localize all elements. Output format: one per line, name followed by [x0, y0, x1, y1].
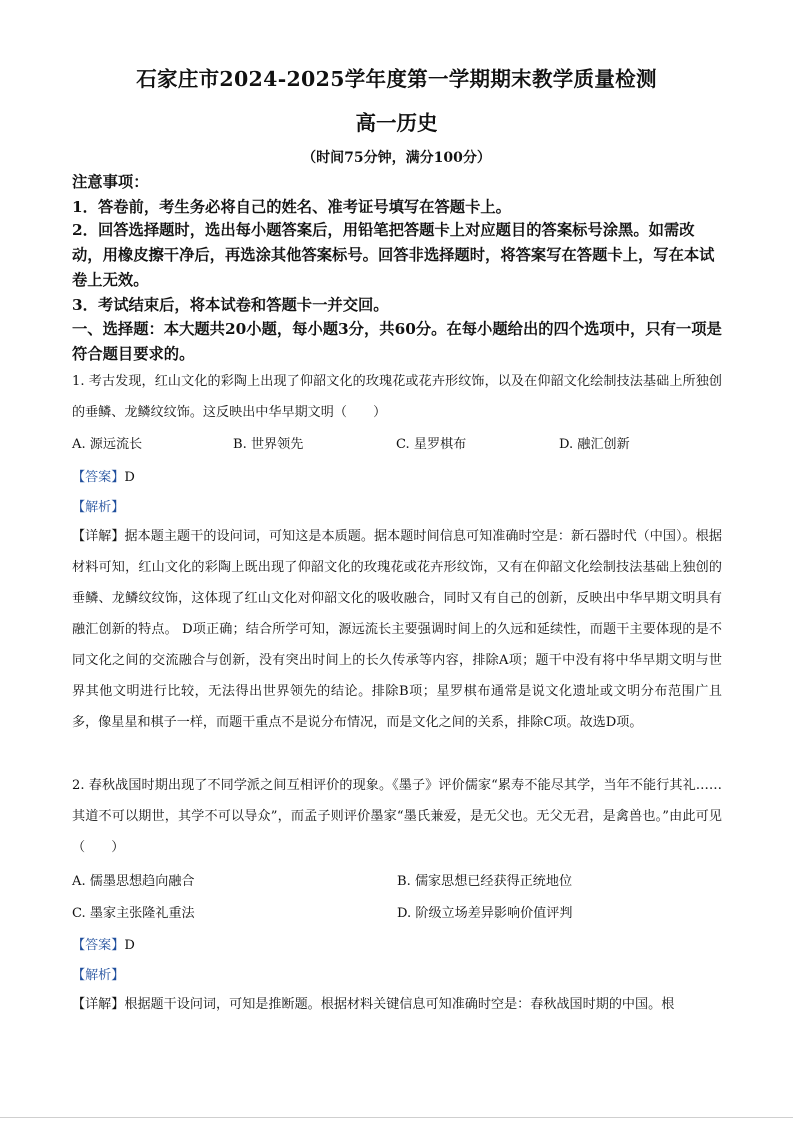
- q2-option-d: D. 阶级立场差异影响价值评判: [397, 906, 573, 921]
- notice-item-1: 1．答卷前，考生务必将自己的姓名、准考证号填写在答题卡上。: [72, 198, 511, 216]
- answer-value: D: [124, 470, 135, 485]
- q1-option-c: C. 星罗棋布: [396, 437, 467, 452]
- notice-heading: 注意事项：: [72, 173, 149, 191]
- page-bottom-divider: [0, 1117, 793, 1118]
- q2-answer: [72, 934, 135, 953]
- exam-title: 石家庄市2024-2025学年度第一学期期末教学质量检测: [136, 67, 657, 91]
- q1-answer: [72, 466, 135, 485]
- section-heading: 一、选择题：本大题共20小题，每小题3分，共60分。在每小题给出的四个选项中，只有一项是符合题目要求的。: [72, 320, 722, 363]
- question-2-stem: 2. 春秋战国时期出现了不同学派之间互相评价的现象。《墨子》评价儒家“累寿不能尽其学，当年不能行其礼……其道不可以期世，其学不可以导众”，而孟子则评价墨家“墨氏兼爱，是无父也。无父无君，是禽兽也。”由此可见（ ）: [72, 778, 722, 855]
- notice-item-2: 2．回答选择题时，选出每小题答案后，用铅笔把答题卡上对应题目的答案标号涂黑。如需改动，用橡皮擦干净后，再选涂其他答案标号。回答非选择题时，将答案写在答题卡上，写在本试卷上无效。: [72, 221, 715, 289]
- notice-item-3: 3．考试结束后，将本试卷和答题卡一并交回。: [72, 296, 389, 314]
- q1-option-b: B. 世界领先: [233, 437, 304, 452]
- q1-analysis-tag: 【解析】: [72, 500, 125, 515]
- question-1-stem: 1. 考古发现，红山文化的彩陶上出现了仰韶文化的玫瑰花或花卉形纹饰，以及在仰韶文化绘制技法基础上所独创的垂鳞、龙鳞纹纹饰。这反映出中华早期文明（ ）: [72, 374, 722, 420]
- detail-tag: 【详解】: [72, 529, 125, 544]
- answer-tag: 【答案】: [72, 470, 125, 485]
- q2-analysis-tag: 【解析】: [72, 968, 125, 983]
- q2-option-b: B. 儒家思想已经获得正统地位: [397, 874, 573, 889]
- answer-value: D: [124, 938, 135, 953]
- detail-text: 根据题干设问词，可知是推断题。根据材料关键信息可知准确时空是：春秋战国时期的中国。根: [124, 997, 675, 1012]
- q2-detail: [72, 989, 722, 1020]
- q2-option-a: A. 儒墨思想趋向融合: [72, 874, 195, 889]
- detail-tag: 【详解】: [72, 997, 125, 1012]
- q1-option-d: D. 融汇创新: [559, 437, 630, 452]
- q2-option-c: C. 墨家主张隆礼重法: [72, 906, 195, 921]
- subject-title: 高一历史: [355, 111, 438, 135]
- q1-detail: [72, 521, 722, 738]
- answer-tag: 【答案】: [72, 938, 125, 953]
- q1-option-a: A. 源远流长: [72, 437, 143, 452]
- detail-text: 据本题主题干的设问词，可知这是本质题。据本题时间信息可知准确时空是：新石器时代（中国）。根据材料可知，红山文化的彩陶上既出现了仰韶文化的玫瑰花或花卉形纹饰，又有在仰韶文化绘制技法基础上独创的垂鳞、龙鳞纹纹饰，这体现了红山文化对仰韶文化的吸收融合，同时又有自己的创新，反映出中华早期文明具有融汇创新的特点。 D项正确；结合所学可知，源远流长主要强调时间上的久远和延续性，而题干主要体现的是不同文化之间的交流融合与创新，没有突出时间上的长久传承等内容，排除A项；题干中没有将中华早期文明与世界其他文明进行比较，无法得出世界领先的结论。排除B项；星罗棋布通常是说文化遗址或文明分布范围广且多，像星星和棋子一样，而题干重点不是说分布情况，而是文化之间的关系，排除C项。故选D项。: [72, 529, 722, 730]
- time-note: （时间75分钟，满分100分）: [302, 150, 491, 166]
